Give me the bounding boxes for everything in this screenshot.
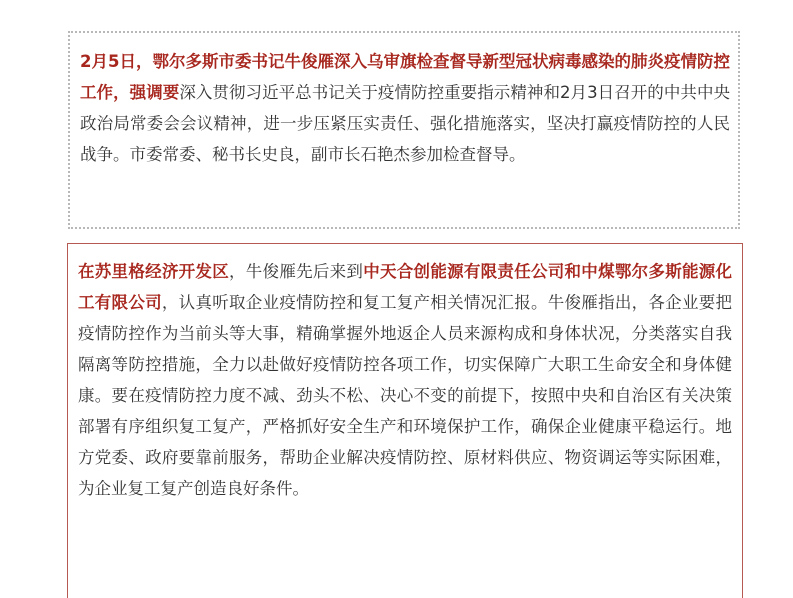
intro-text: 深入贯彻习近平总书记关于疫情防控重要指示精神和2月3日召开的中共中央政治局常委会会议精神，进一步压紧压实责任、强化措施落实，坚决打赢疫情防控的人民战争。市委常委、秘书长史良，副市长石艳杰参加检查督导。 xyxy=(80,83,731,164)
intro-highlight: 2月5日，鄂尔多斯市委书记牛俊雁深入乌审旗检查督导新型冠状病毒感染的肺炎疫情防控工作，强调要 xyxy=(80,52,730,102)
intro-paragraph xyxy=(80,46,730,170)
visit-paragraph xyxy=(78,256,732,504)
visit-companies: 中天合创能源有限责任公司和中煤鄂尔多斯能源化工有限公司 xyxy=(78,262,733,312)
visit-box xyxy=(67,243,743,598)
visit-text: ，认真听取企业疫情防控和复工复产相关情况汇报。牛俊雁指出，各企业要把疫情防控作为当前头等大事，精确掌握外地返企人员来源构成和身体状况，分类落实自我隔离等防控措施，全力以赴做好疫情防控各项工作，切实保障广大职工生命安全和身体健康。要在疫情防控力度不减、劲头不松、决心不变的前提下，按照中央和自治区有关决策部署有序组织复工复产，严格抓好安全生产和环境保护工作，确保企业健康平稳运行。地方党委、政府要靠前服务，帮助企业解决疫情防控、原材料供应、物资调运等实际困难，为企业复工复产创造良好条件。 xyxy=(78,293,733,498)
intro-box xyxy=(68,31,740,229)
visit-location: 在苏里格经济开发区 xyxy=(78,262,229,281)
visit-connector: ，牛俊雁先后来到 xyxy=(229,262,364,281)
